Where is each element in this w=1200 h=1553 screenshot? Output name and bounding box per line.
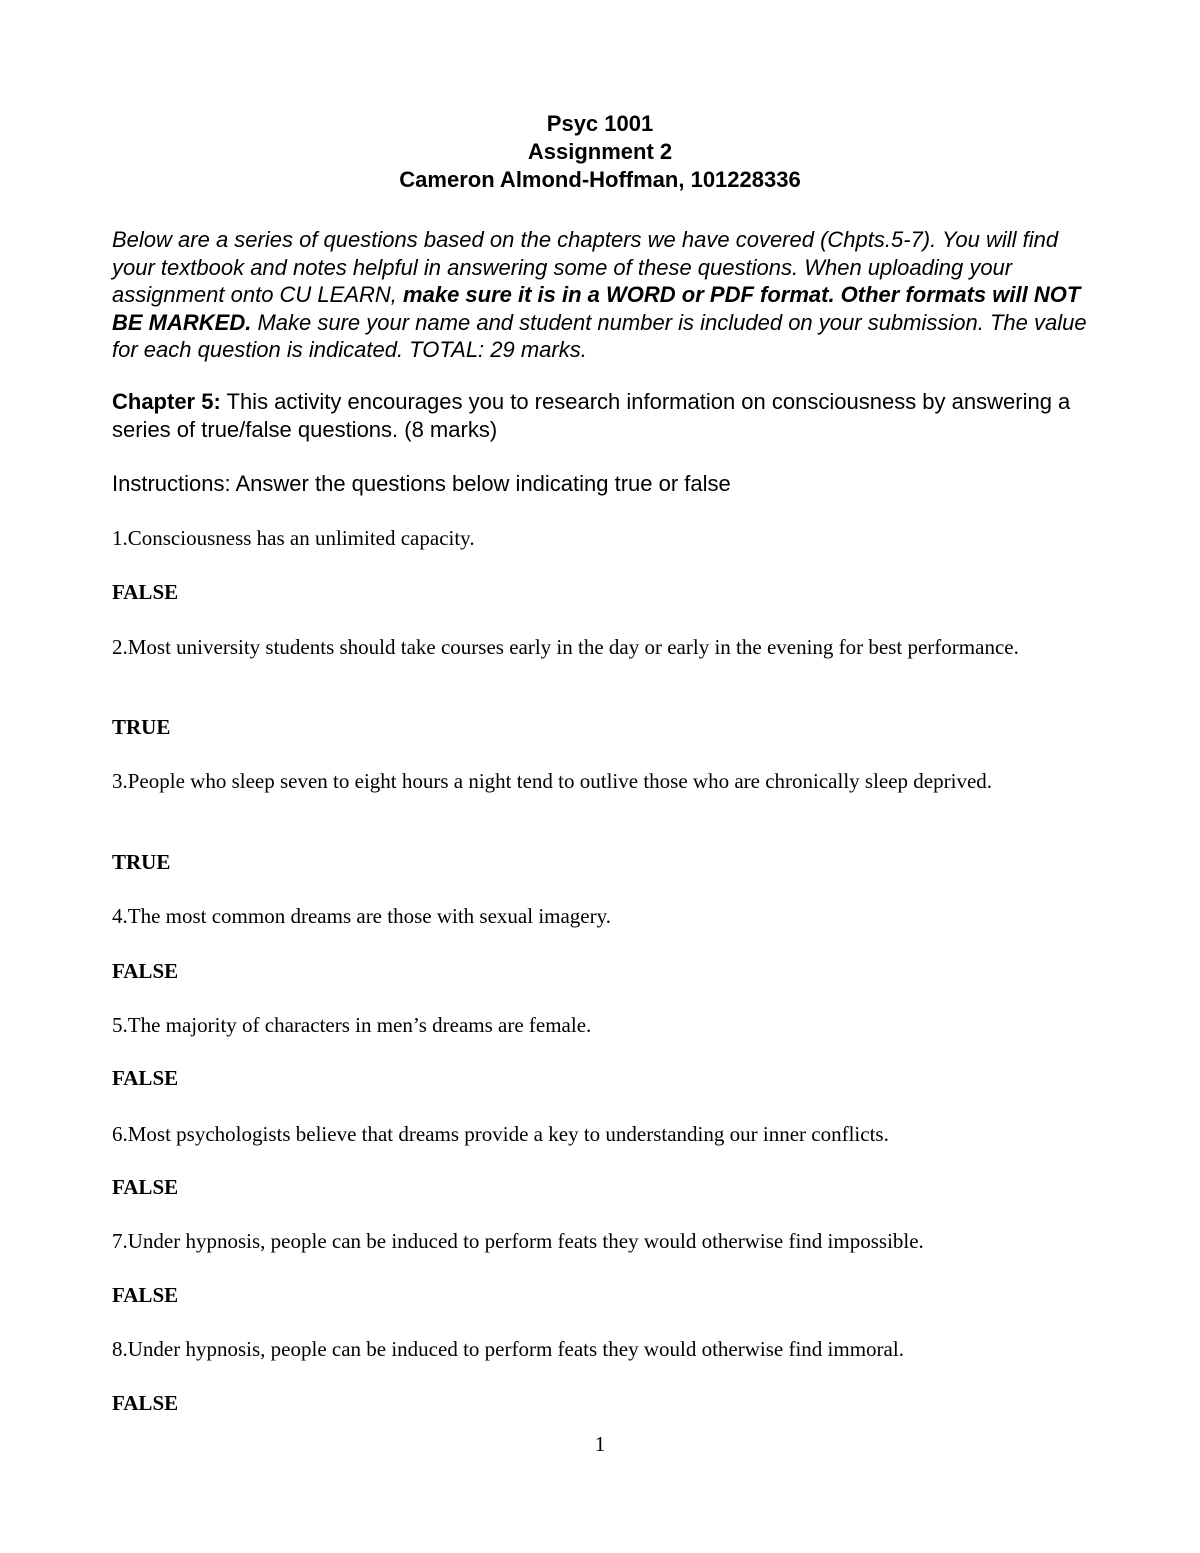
page-number: 1 <box>594 1432 606 1456</box>
answer-3: TRUE <box>112 850 171 874</box>
student-name: Cameron Almond-Hoffman, 101228336 <box>399 167 801 192</box>
answer-5: FALSE <box>112 1066 179 1090</box>
chapter-5-paragraph <box>112 388 1102 443</box>
chapter-label: Chapter 5: <box>112 389 221 414</box>
chapter-description: This activity encourages you to research information on consciousness by answering a series of true/false questions. (8 marks) <box>112 389 1071 442</box>
answer-4: FALSE <box>112 959 179 983</box>
intro-text-1: Below are a series of questions based on the chapters we have covered (Chpts.5-7). You will find your textbook and notes helpful in answering some of these questions. When uploading your assignment onto CU LEARN, <box>112 227 1059 307</box>
answer-6: FALSE <box>112 1175 179 1199</box>
question-2: 2.Most university students should take courses early in the day or early in the evening for best performance. <box>112 635 1019 659</box>
document-header <box>0 110 1200 194</box>
question-3: 3.People who sleep seven to eight hours a night tend to outlive those who are chronically sleep deprived. <box>112 769 993 793</box>
answer-7: FALSE <box>112 1283 179 1307</box>
intro-paragraph <box>112 226 1102 364</box>
question-7: 7.Under hypnosis, people can be induced to perform feats they would otherwise find impossible. <box>112 1229 924 1253</box>
question-6: 6.Most psychologists believe that dreams provide a key to understanding our inner conflicts. <box>112 1122 889 1146</box>
assignment-title: Assignment 2 <box>527 139 673 164</box>
intro-text-2: Make sure your name and student number is included on your submission. The value for each question is indicated. TOTAL: 29 marks. <box>112 309 1087 362</box>
question-4: 4.The most common dreams are those with sexual imagery. <box>112 904 612 928</box>
instructions-line: Instructions: Answer the questions below indicating true or false <box>112 471 731 496</box>
intro-format-warning: make sure it is in a WORD or PDF format. Other formats will NOT BE MARKED. <box>112 282 1081 335</box>
answer-8: FALSE <box>112 1391 179 1415</box>
answer-2: TRUE <box>112 715 171 739</box>
course-title: Psyc 1001 <box>546 111 654 136</box>
answer-1: FALSE <box>112 580 179 604</box>
question-5: 5.The majority of characters in men’s dreams are female. <box>112 1013 592 1037</box>
question-1: 1.Consciousness has an unlimited capacity. <box>112 526 475 550</box>
question-8: 8.Under hypnosis, people can be induced to perform feats they would otherwise find immoral. <box>112 1337 904 1361</box>
